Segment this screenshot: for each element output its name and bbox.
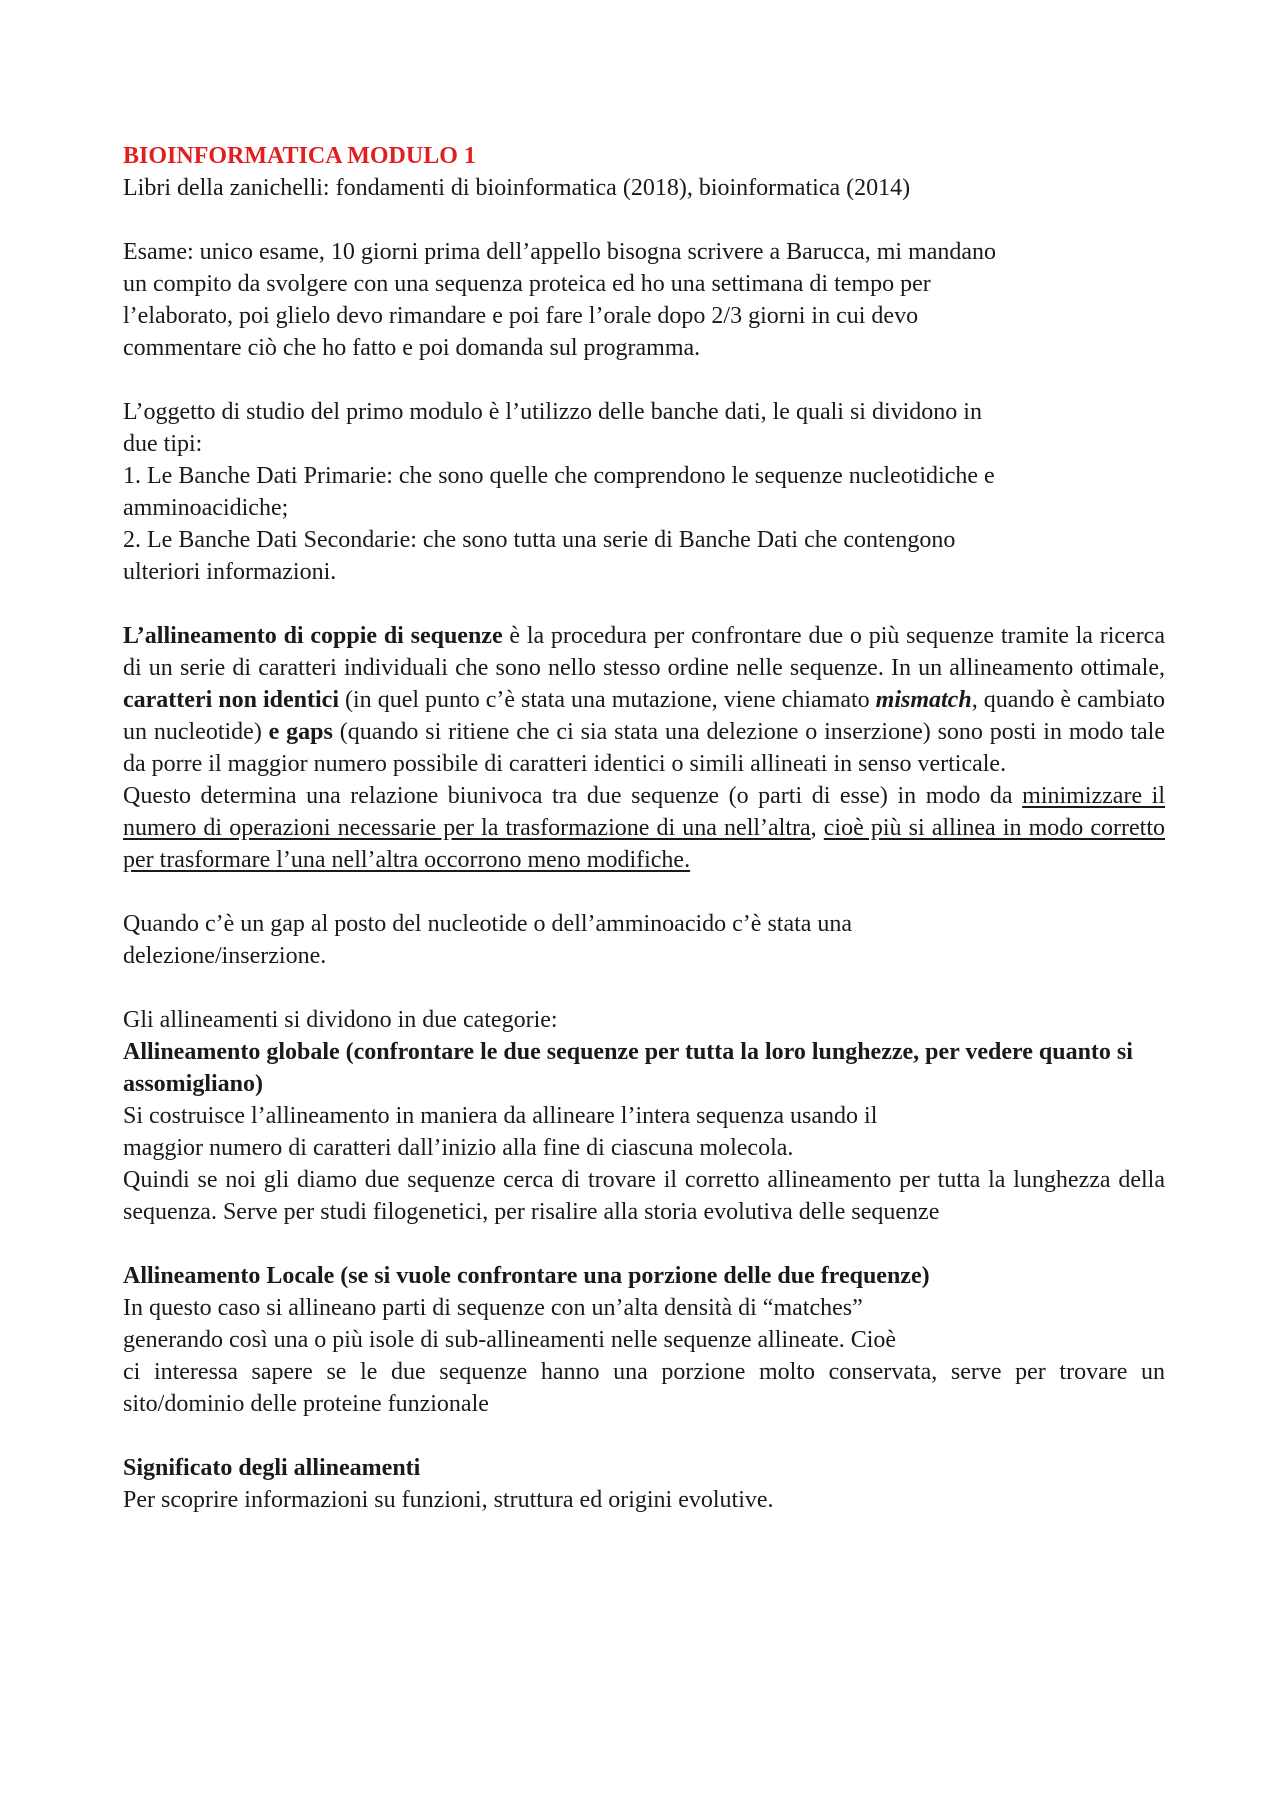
exam-line: commentare ciò che ho fatto e poi domanda sul programma.: [123, 335, 701, 361]
text-run: , quando è cambiato un nucleotide): [123, 687, 1166, 745]
significance-heading: Significato degli allineamenti: [123, 1455, 421, 1481]
spacer: [123, 588, 1165, 620]
text-run: (in quel punto c’è stata una mutazione, viene chiamato: [339, 687, 876, 713]
underlined-text: minimizzare il numero di operazioni necessarie per la trasformazione di una nell’altra: [123, 783, 1165, 841]
text-run: (quando si ritiene che ci sia stata una delezione o inserzione) sono posti in modo tale da porre il maggior numero possibile di caratteri identici o simili allineati in senso verticale.: [123, 719, 1165, 777]
spacer: [123, 1420, 1165, 1452]
global-line: Si costruisce l’allineamento in maniera da allineare l’intera sequenza usando il: [123, 1103, 878, 1129]
local-line: generando così una o più isole di sub-allineamenti nelle sequenze allineate. Cioè: [123, 1327, 897, 1353]
local-alignment-heading: Allineamento Locale (se si vuole confrontare una porzione delle due frequenze): [123, 1263, 930, 1289]
alignment-term: L’allineamento di coppie di sequenze: [123, 623, 503, 649]
gaps-term: e gaps: [268, 719, 333, 745]
primary-db-item: 1. Le Banche Dati Primarie: che sono quelle che comprendono le sequenze nucleotidiche e: [123, 463, 995, 489]
secondary-db-item: 2. Le Banche Dati Secondarie: che sono tutta una serie di Banche Dati che contengono: [123, 527, 956, 553]
gap-note-line: delezione/inserzione.: [123, 943, 327, 969]
exam-line: Esame: unico esame, 10 giorni prima dell’appello bisogna scrivere a Barucca, mi mandano: [123, 239, 997, 265]
local-line: In questo caso si allineano parti di sequenze con un’alta densità di “matches”: [123, 1295, 863, 1321]
intro-line: due tipi:: [123, 431, 203, 457]
spacer: [123, 1228, 1165, 1260]
significance-text: Per scoprire informazioni su funzioni, struttura ed origini evolutive.: [123, 1487, 774, 1513]
global-line: maggior numero di caratteri dall’inizio alla fine di ciascuna molecola.: [123, 1135, 794, 1161]
spacer: [123, 876, 1165, 908]
gap-note-line: Quando c’è un gap al posto del nucleotide o dell’amminoacido c’è stata una: [123, 911, 853, 937]
spacer: [123, 364, 1165, 396]
bold-term: caratteri non identici: [123, 687, 339, 713]
document-title: BIOINFORMATICA MODULO 1: [123, 143, 476, 169]
mismatch-term: mismatch: [875, 687, 972, 713]
text-run: è la procedura per confrontare due o più sequenze tramite la ricerca di un serie di caratteri individuali che sono nello stesso ordine nelle sequenze. In un allineamento ottimale,: [123, 623, 1165, 681]
secondary-db-item-cont: ulteriori informazioni.: [123, 559, 337, 585]
relation-paragraph: [123, 780, 1165, 876]
spacer: [123, 972, 1165, 1004]
exam-line: un compito da svolgere con una sequenza proteica ed ho una settimana di tempo per: [123, 271, 931, 297]
alignment-paragraph: [123, 620, 1165, 780]
local-paragraph: ci interessa sapere se le due sequenze hanno una porzione molto conservata, serve per trovare un sito/dominio delle proteine funzionale: [123, 1359, 1165, 1417]
primary-db-item-cont: amminoacidiche;: [123, 495, 289, 521]
books-line: Libri della zanichelli: fondamenti di bioinformatica (2018), bioinformatica (2014): [123, 175, 911, 201]
underlined-text: cioè più si allinea in modo corretto per trasformare l’una nell’altra occorrono meno modifiche.: [123, 815, 1165, 873]
text-run: Questo determina una relazione biunivoca tra due sequenze (o parti di esse) in modo da: [123, 783, 1023, 809]
spacer: [123, 204, 1165, 236]
global-paragraph: Quindi se noi gli diamo due sequenze cerca di trovare il corretto allineamento per tutta la lunghezza della sequenza. Serve per studi filogenetici, per risalire alla storia evolutiva delle sequenze: [123, 1167, 1165, 1225]
text-run: ,: [810, 815, 824, 841]
exam-line: l’elaborato, poi glielo devo rimandare e poi fare l’orale dopo 2/3 giorni in cui devo: [123, 303, 919, 329]
document-page: [123, 140, 1165, 1516]
intro-line: L’oggetto di studio del primo modulo è l’utilizzo delle banche dati, le quali si dividono in: [123, 399, 982, 425]
categories-intro: Gli allineamenti si dividono in due categorie:: [123, 1007, 558, 1033]
global-alignment-heading: Allineamento globale (confrontare le due sequenze per tutta la loro lunghezze, per vedere quanto si assomigliano): [123, 1039, 1133, 1097]
